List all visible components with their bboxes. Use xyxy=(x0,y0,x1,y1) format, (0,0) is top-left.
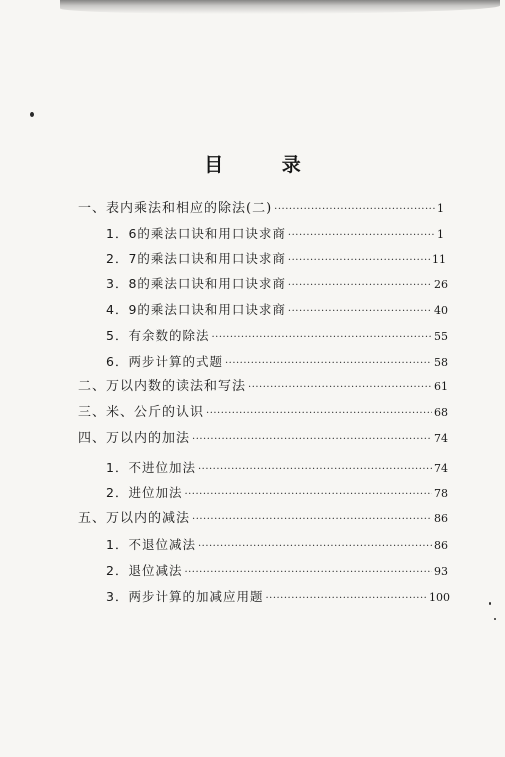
toc-entry xyxy=(78,376,448,398)
toc-entry xyxy=(106,223,444,245)
toc-entry-label: 1．不退位减法 xyxy=(106,537,196,552)
toc-entry xyxy=(106,299,448,321)
toc-leader-dots xyxy=(211,327,432,349)
toc-entry-page: 1 xyxy=(437,228,444,241)
toc-entry-label: 5．有余数的除法 xyxy=(106,328,210,343)
toc-entry xyxy=(78,198,444,220)
toc-entry-label: 4．9的乘法口诀和用口诀求商 xyxy=(106,302,286,317)
toc-entry xyxy=(78,402,448,424)
scan-speck xyxy=(30,112,34,117)
toc-entry-page: 68 xyxy=(434,406,448,419)
scan-speck xyxy=(494,618,496,620)
toc-entry-page: 100 xyxy=(429,591,450,604)
toc-leader-dots xyxy=(192,509,432,531)
toc-leader-dots xyxy=(274,199,435,221)
toc-entry xyxy=(78,428,448,450)
toc-entry-page: 93 xyxy=(434,565,448,578)
toc-entry-page: 58 xyxy=(434,356,448,369)
toc-entry-label: 四、万以内的加法 xyxy=(78,431,191,446)
toc-leader-dots xyxy=(248,377,432,399)
toc-leader-dots xyxy=(225,353,432,375)
toc-leader-dots xyxy=(198,536,432,558)
toc-entry-label: 1．不进位加法 xyxy=(106,460,196,475)
toc-entry-page: 11 xyxy=(432,253,446,266)
toc-leader-dots xyxy=(192,429,432,451)
toc-entry-page: 55 xyxy=(434,330,448,343)
toc-entry-page: 86 xyxy=(434,539,448,552)
toc-leader-dots xyxy=(198,459,432,481)
toc-entry-label: 2．进位加法 xyxy=(106,485,183,500)
toc-entry-label: 6．两步计算的式题 xyxy=(106,354,223,369)
toc-entry xyxy=(106,273,448,295)
toc-leader-dots xyxy=(288,250,430,272)
toc-entry xyxy=(78,508,448,530)
toc-entry xyxy=(106,325,448,347)
toc-leader-dots xyxy=(184,562,432,584)
page-title: 目 录 xyxy=(204,154,327,176)
toc-entry-page: 61 xyxy=(434,380,448,393)
toc-entry-page: 1 xyxy=(437,202,444,215)
toc-entry-label: 3．两步计算的加减应用题 xyxy=(106,589,264,604)
toc-entry xyxy=(106,534,448,556)
toc-entry xyxy=(106,586,450,608)
toc-entry-label: 五、万以内的减法 xyxy=(78,511,191,526)
toc-entry-page: 78 xyxy=(434,487,448,500)
toc-entry-page: 26 xyxy=(434,278,448,291)
scan-smudge xyxy=(60,0,500,14)
toc-entry xyxy=(106,248,446,270)
scan-speck xyxy=(489,602,491,605)
toc-leader-dots xyxy=(184,484,432,506)
toc-entry xyxy=(106,560,448,582)
toc-entry-page: 86 xyxy=(434,512,448,525)
toc-entry-label: 一、表内乘法和相应的除法(二) xyxy=(78,201,273,216)
toc-entry xyxy=(106,482,448,504)
toc-entry-page: 74 xyxy=(434,432,448,445)
toc-entry-label: 3．8的乘法口诀和用口诀求商 xyxy=(106,276,286,291)
toc-entry-label: 2．退位减法 xyxy=(106,563,183,578)
toc-leader-dots xyxy=(288,225,435,247)
toc-leader-dots xyxy=(206,403,432,425)
toc-entry xyxy=(106,457,448,479)
toc-leader-dots xyxy=(288,275,432,297)
toc-entry-page: 40 xyxy=(434,304,448,317)
toc-entry-page: 74 xyxy=(434,462,448,475)
toc-leader-dots xyxy=(288,301,432,323)
toc-entry-label: 二、万以内数的读法和写法 xyxy=(78,379,247,394)
toc-entry xyxy=(106,351,448,373)
toc-leader-dots xyxy=(265,588,427,610)
toc-entry-label: 三、米、公斤的认识 xyxy=(78,405,205,420)
toc-entry-label: 1．6的乘法口诀和用口诀求商 xyxy=(106,226,286,241)
toc-entry-label: 2．7的乘法口诀和用口诀求商 xyxy=(106,251,286,266)
